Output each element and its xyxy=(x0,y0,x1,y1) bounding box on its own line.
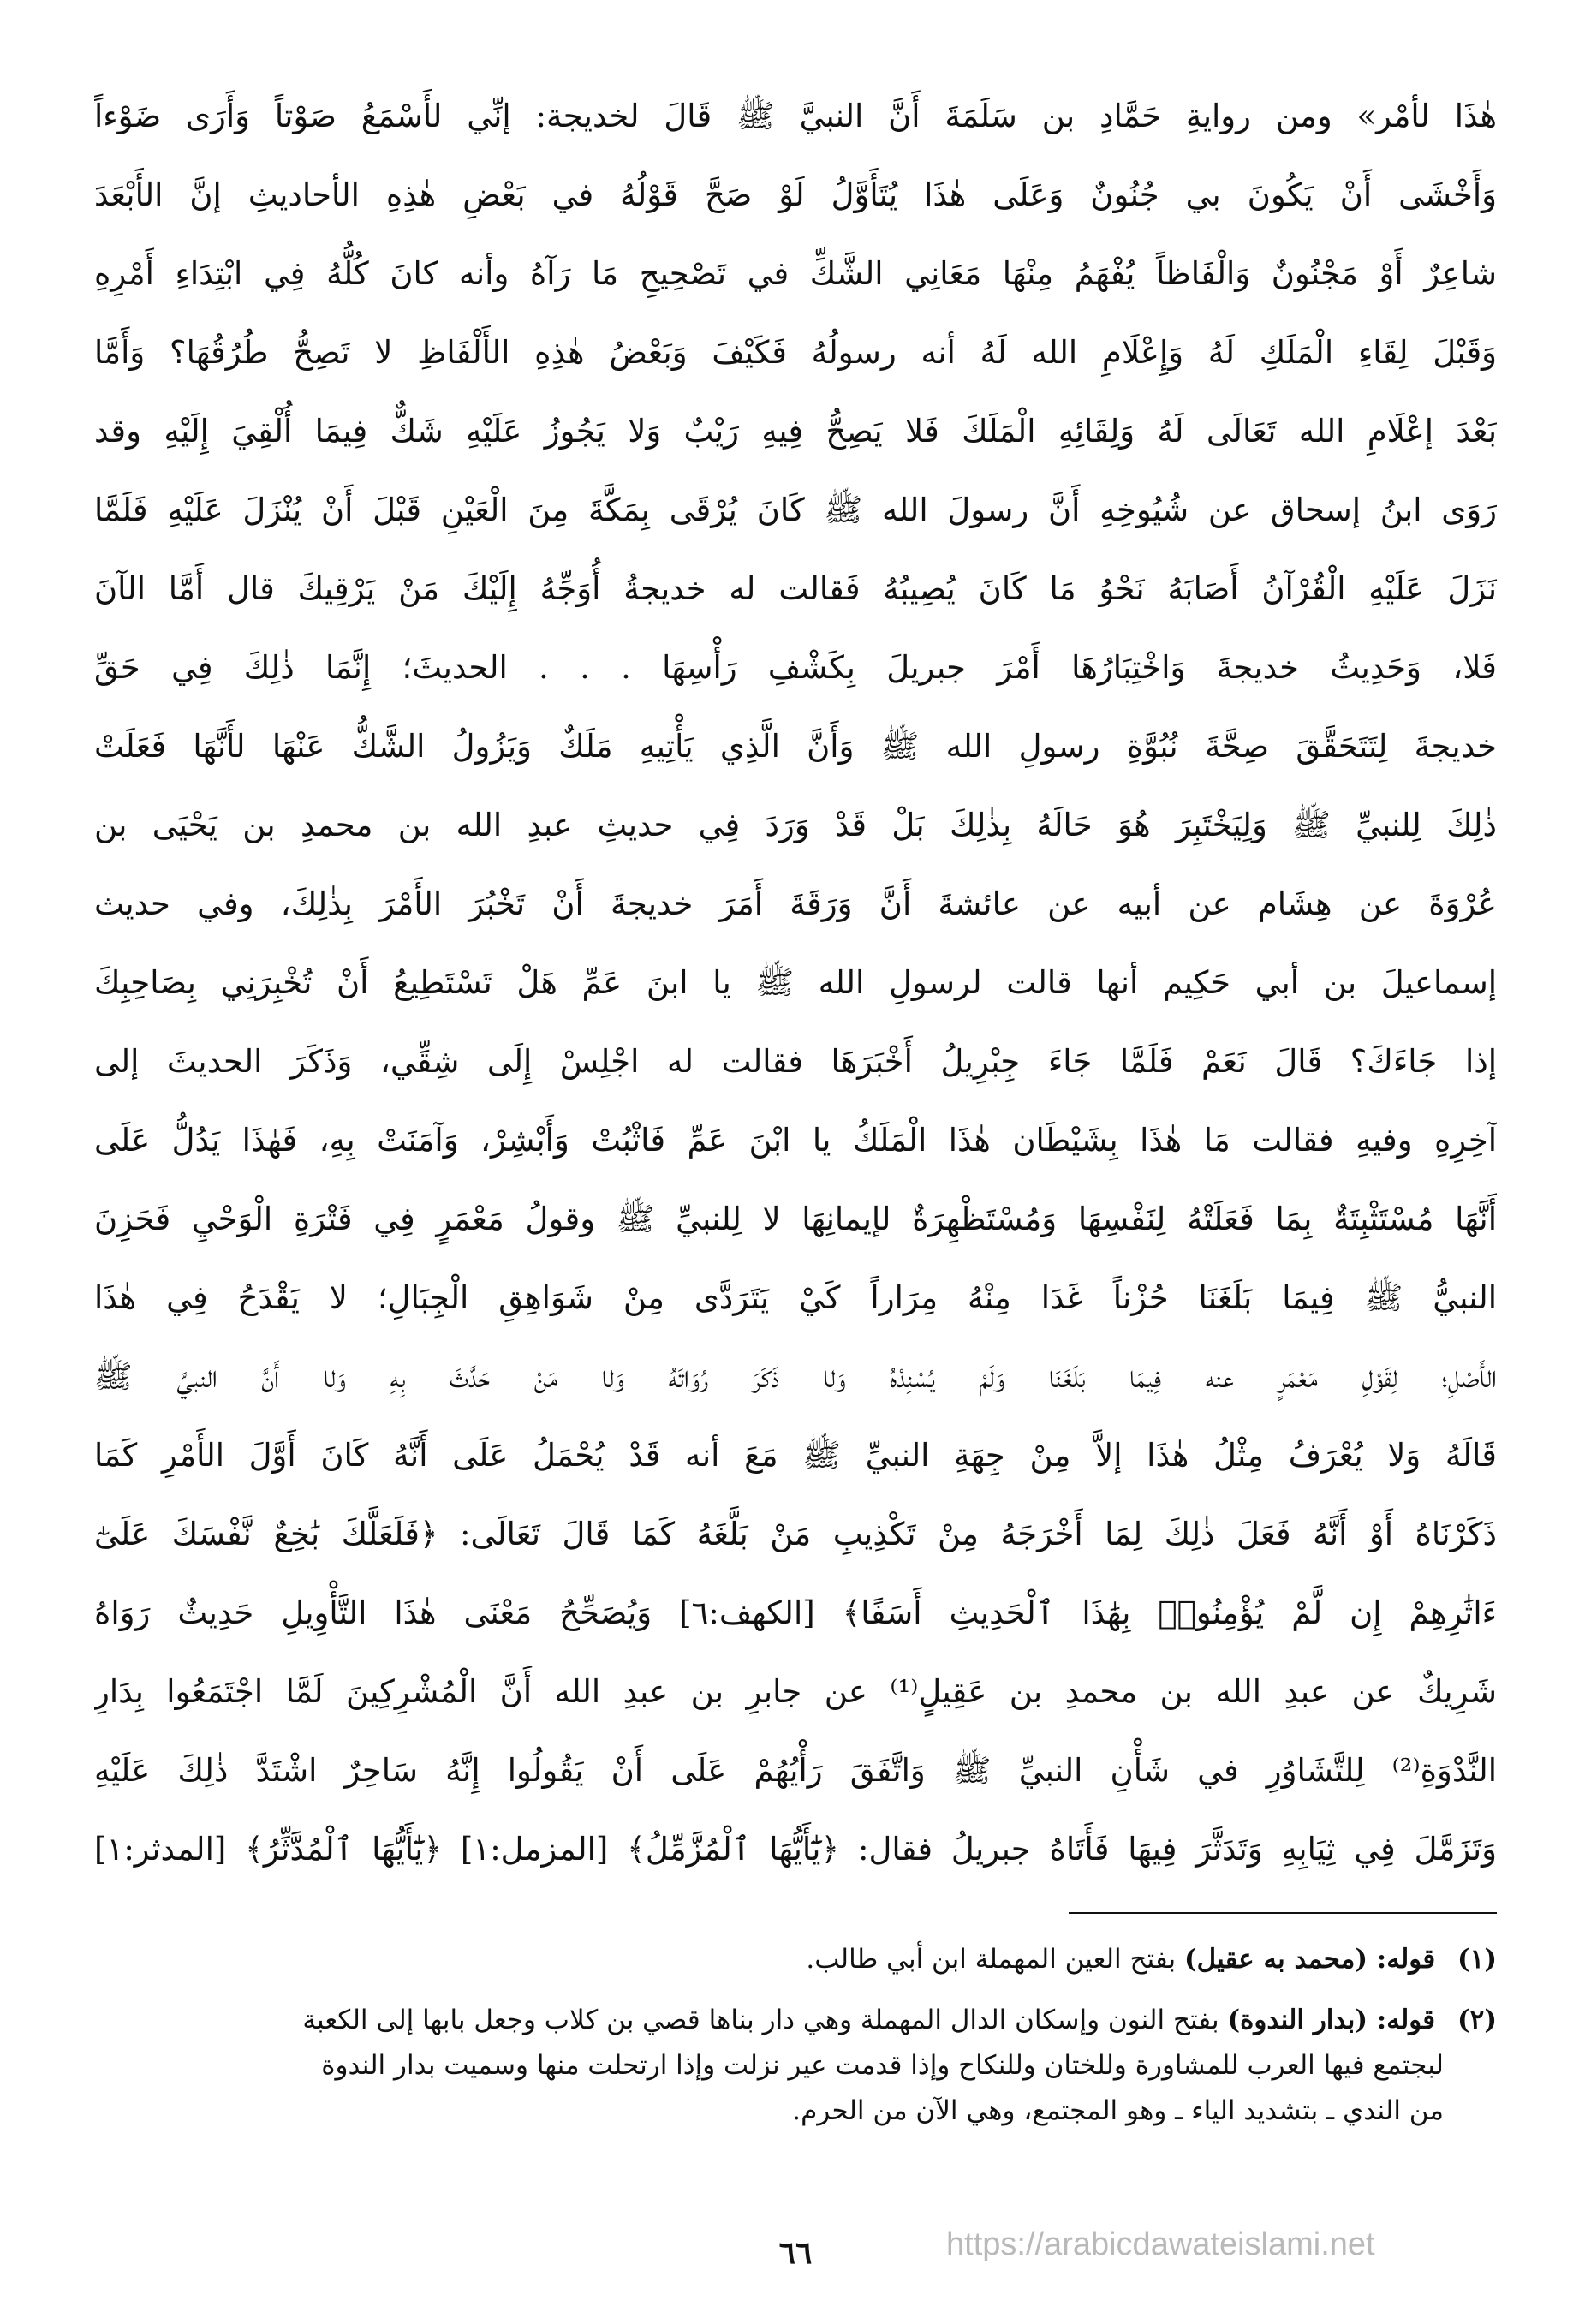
body-text-line: نَزَلَ عَلَيْهِ الْقُرْآنُ أَصَابَهُ نَحْوُ مَا كَانَ يُصِيبُهُ فَقالت له خديجةُ أُوَجِّهُ إِلَيْكَ مَنْ يَرْقِيكَ قال أَمَّا الآنَ xyxy=(94,570,1497,607)
footnote-2 xyxy=(94,1998,1497,2134)
footnote-text: بفتح العين المهملة ابن أبي طالب. xyxy=(806,1944,1177,1975)
body-text-line: أَنَّهَا مُسْتَثْبِتَةٌ بِمَا فَعَلَتْهُ لِنَفْسِهَا وَمُسْتَظْهِرَةٌ لإيمانِهَا لا لِلنبيِّ ﷺ وقولُ مَعْمَرٍ فِي فَتْرَةِ الْوَحْيِ فَحَزِنَ xyxy=(94,1201,1497,1237)
footnote-text-line: لبجتمع فيها العرب للمشاورة وللختان وللنكاح وإذا قدمت عير نزلت وإذا ارتحلت منها وسميت بدار الندوة xyxy=(321,2050,1444,2081)
body-text-line: الأَصْلِ؛ لِقَوْلِ مَعْمَرٍ عنه فِيمَا بَلَغَنَا وَلَمْ يُسْنِدْهُ وَلا ذَكَرَ رُوَاتَهُ وَلا مَنْ حَدَّثَ بِهِ وَلا أَنَّ النبيَّ ﷺ xyxy=(94,1358,1497,1395)
body-text-line: شَرِيكٌ عن عبدِ الله بن محمدِ بن عَقِيلٍ⁽¹⁾ عن جابرِ بن عبدِ الله أَنَّ الْمُشْرِكِينَ لَمَّا اجْتَمَعُوا بِدَارِ xyxy=(94,1673,1497,1710)
body-text-line: رَوَى ابنُ إسحاق عن شُيُوخِهِ أَنَّ رسولَ الله ﷺ كَانَ يُرْقَى بِمَكَّةَ مِنَ الْعَيْنِ قَبْلَ أَنْ يُنْزَلَ عَلَيْهِ فَلَمَّا xyxy=(94,492,1497,528)
body-text-line: ءَاثَٰرِهِمْ إِن لَّمْ يُؤْمِنُوا۟ بِهَٰذَا ٱلْحَدِيثِ أَسَفًا﴾ [الكهف:٦] وَيُصَحِّحُ مَعْنَى هٰذَا التَّأْوِيلِ حَدِيثٌ رَوَاهُ xyxy=(94,1594,1497,1631)
body-text-line: عُرْوَةَ عن هِشَام عن أبيه عن عائشةَ أَنَّ وَرَقَةَ أَمَرَ خديجةَ أَنْ تَخْبُرَ الأَمْرَ بِذٰلِكَ، وفي حديث xyxy=(94,885,1497,922)
body-text-line: النَّدْوَةِ⁽²⁾ لِلتَّشَاوُرِ في شَأْنِ النبيِّ ﷺ وَاتَّفَقَ رَأْيُهُمْ عَلَى أَنْ يَقُولُوا إِنَّهُ سَاحِرٌ اشْتَدَّ ذٰلِكَ عَلَيْهِ xyxy=(94,1752,1497,1789)
footnotes-section xyxy=(94,1937,1497,2149)
body-text-line: إذا جَاءَكَ؟ قَالَ نَعَمْ فَلَمَّا جَاءَ جِبْرِيلُ أَخْبَرَهَا فقالت له اجْلِسْ إِلَى شِقِّي، وَذَكَرَ الحديثَ إلى xyxy=(94,1043,1497,1080)
watermark-url: https://arabicdawateislami.net xyxy=(946,2226,1375,2262)
body-text-line: ذٰلِكَ لِلنبيِّ ﷺ وَلِيَخْتَبِرَ هُوَ حَالَهُ بِذٰلِكَ بَلْ قَدْ وَرَدَ فِي حديثِ عبدِ الله بن محمدِ بن يَحْيَى بن xyxy=(94,807,1497,843)
footnote-heading: قوله: (محمد به عقيل) xyxy=(1184,1944,1436,1975)
footnote-heading: قوله: (بدار الندوة) xyxy=(1227,2005,1436,2035)
body-text-line: إسماعيلَ بن أبي حَكِيم أنها قالت لرسولِ الله ﷺ يا ابنَ عَمِّ هَلْ تَسْتَطِيعُ أَنْ تُخْبِرَنِي بِصَاحِبِكَ xyxy=(94,964,1497,1001)
footnote-number: (١) xyxy=(1457,1944,1497,1975)
body-text-line: ذَكَرْنَاهُ أَوْ أَنَّهُ فَعَلَ ذٰلِكَ لِمَا أَخْرَجَهُ مِنْ تَكْذِيبِ مَنْ بَلَّغَهُ كَمَا قَالَ تَعَالَى: ﴿فَلَعَلَّكَ بَٰخِعٌ نَّفْسَكَ عَلَىٰٓ xyxy=(94,1516,1497,1552)
body-text-line: قَالَهُ وَلا يُعْرَفُ مِثْلُ هٰذَا إلاَّ مِنْ جِهَةِ النبيِّ ﷺ مَعَ أنه قَدْ يُحْمَلُ عَلَى أَنَّهُ كَانَ أَوَّلَ الأَمْرِ كَمَا xyxy=(94,1437,1497,1474)
body-text-line: فَلا، وَحَدِيثُ خديجةَ وَاخْتِبَارُهَا أَمْرَ جبريلَ بِكَشْفِ رَأْسِهَا . . . الحديثَ؛ إِنَّمَا ذٰلِكَ فِي حَقِّ xyxy=(94,649,1497,686)
body-text-line: هٰذَا لأمْر» ومن روايةِ حَمَّادِ بن سَلَمَةَ أَنَّ النبيَّ ﷺ قَالَ لخديجة: إنِّي لأَسْمَعُ صَوْتاً وَأَرَى ضَوْءاً xyxy=(94,98,1497,134)
body-text-line: وَأَخْشَى أَنْ يَكُونَ بي جُنُونٌ وَعَلَى هٰذَا يُتَأَوَّلُ لَوْ صَحَّ قَوْلُهُ في بَعْضِ هٰذِهِ الأحاديثِ إنَّ الأَبْعَدَ xyxy=(94,176,1497,213)
body-text-line: آخِرِهِ وفيهِ فقالت مَا هٰذَا بِشَيْطَان هٰذَا الْمَلَكُ يا ابْنَ عَمِّ فَاثْبُتْ وَأَبْشِرْ، وَآمَنَتْ بِهِ، فَهٰذَا يَدُلُّ عَلَى xyxy=(94,1122,1497,1159)
footnote-divider xyxy=(1069,1912,1497,1914)
footnote-1 xyxy=(94,1937,1497,1982)
body-text-line: بَعْدَ إعْلَامِ الله تَعَالَى لَهُ وَلِقَائِهِ الْمَلَكَ فَلا يَصِحُّ فِيهِ رَيْبٌ وَلا يَجُوزُ عَلَيْهِ شَكٌّ فِيمَا أُلْقِيَ إِلَيْهِ وقد xyxy=(94,413,1497,450)
body-text-line: وَقَبْلَ لِقَاءِ الْمَلَكِ لَهُ وَإِعْلَامِ الله لَهُ أنه رسولُهُ فَكَيْفَ وَبَعْضُ هٰذِهِ الأَلْفَاظِ لا تَصِحُّ طُرُقُهَا؟ وَأَمَّا xyxy=(94,334,1497,371)
page-number: ٦٦ xyxy=(778,2235,813,2271)
footnote-text: بفتح النون وإسكان الدال المهملة وهي دار بناها قصي بن كلاب وجعل بابها إلى الكعبة xyxy=(302,2005,1219,2035)
main-text-block xyxy=(94,77,1497,1889)
body-text-line: وَتَزَمَّلَ فِي ثِيَابِهِ وَتَدَثَّرَ فِيهَا فَأَتَاهُ جبريلُ فقال: ﴿يَٰٓأَيُّهَا ٱلْمُزَّمِّلُ﴾ [المزمل:١] ﴿يَٰٓأَيُّهَا ٱلْمُدَّثِّرُ﴾ [المدثر:١] xyxy=(94,1831,1497,1868)
body-text-line: النبيُّ ﷺ فِيمَا بَلَغَنَا حُزْناً غَدَا مِنْهُ مِرَاراً كَيْ يَتَرَدَّى مِنْ شَوَاهِقِ الْجِبَالِ؛ لا يَقْدَحُ فِي هٰذَا xyxy=(94,1279,1497,1316)
footnote-text-line: من الندي ـ بتشديد الياء ـ وهو المجتمع، وهي الآن من الحرم. xyxy=(792,2095,1444,2126)
footnote-number: (٢) xyxy=(1457,2005,1497,2035)
body-text-line: خديجةَ لِتَتَحَقَّقَ صِحَّةَ نُبُوَّةِ رسولِ الله ﷺ وَأَنَّ الَّذِي يَأْتِيهِ مَلَكٌ وَيَزُولُ الشَّكُّ عَنْهَا لأَنَّهَا فَعَلَتْ xyxy=(94,728,1497,765)
body-text-line: شاعِرٌ أَوْ مَجْنُونٌ وَالْفَاظاً يُفْهَمُ مِنْهَا مَعَانِي الشَّكِّ في تَصْحِيحِ مَا رَآهُ وأنه كانَ كُلُّهُ فِي ابْتِدَاءِ أَمْرِهِ xyxy=(94,255,1497,292)
